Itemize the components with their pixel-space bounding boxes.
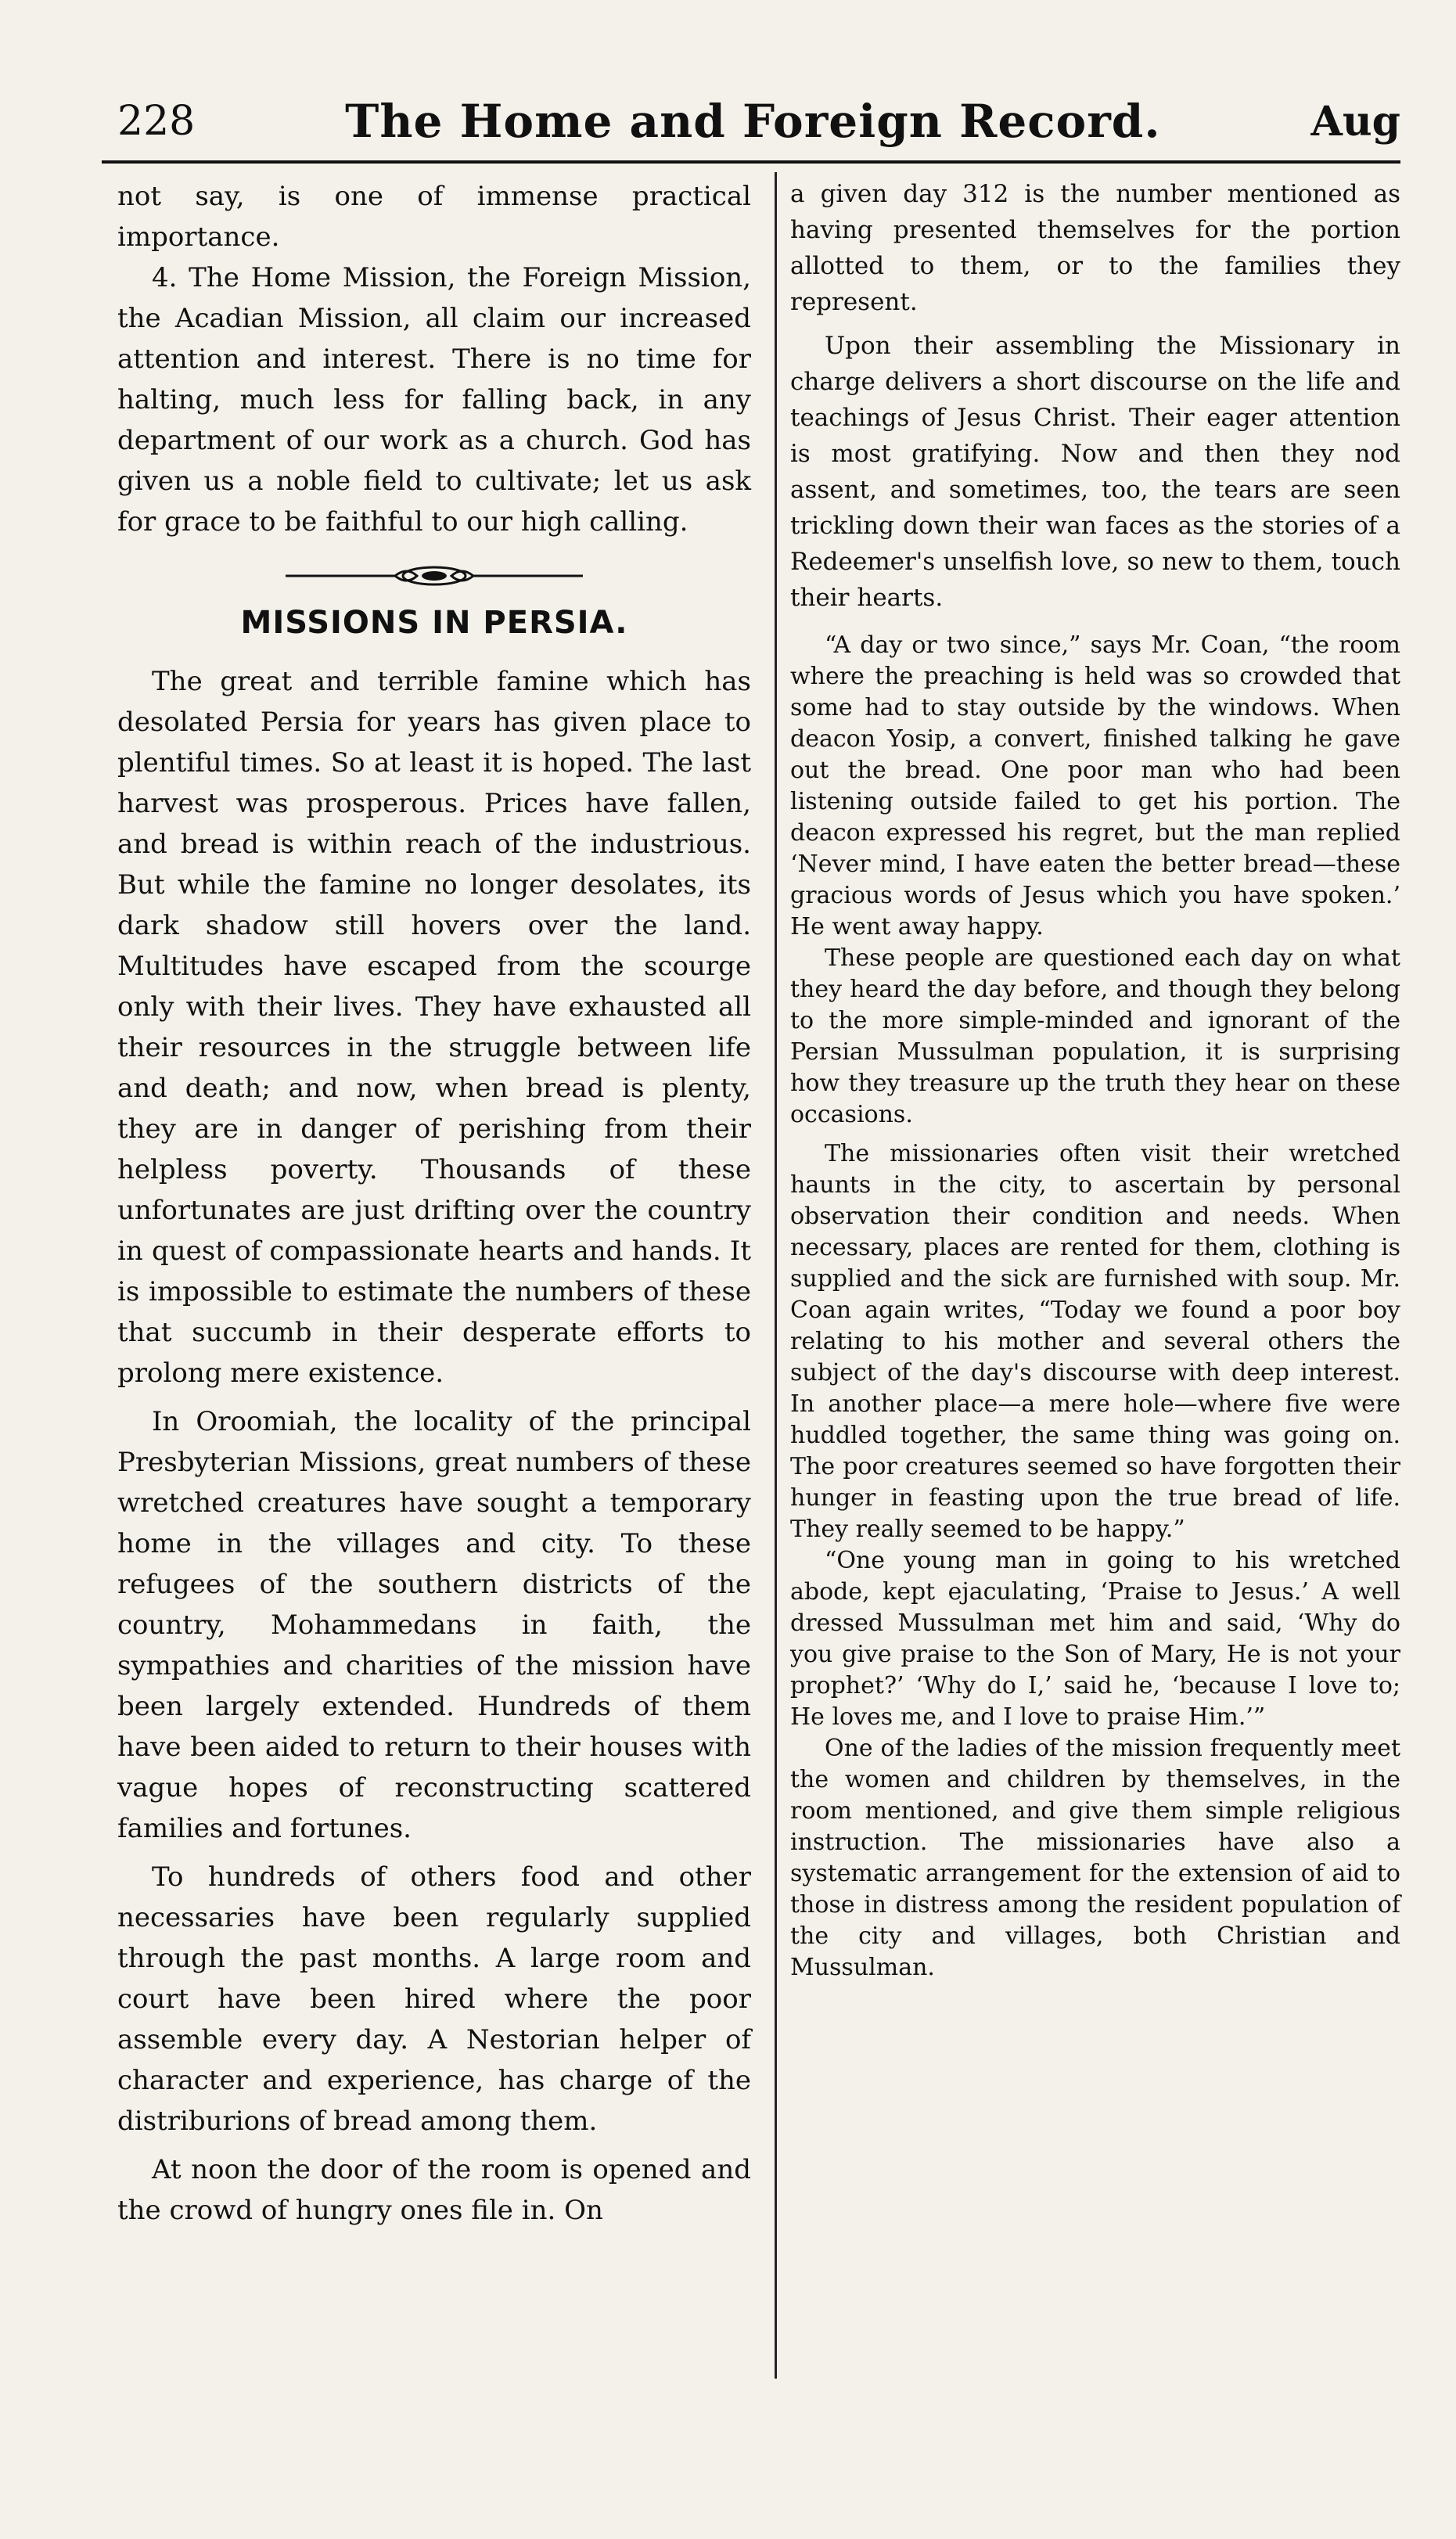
running-header [117, 86, 1400, 156]
page-number: 228 [117, 98, 196, 145]
left-paragraph-4: In Oroomiah, the locality of the principal Presbyterian Missions, great numbers of these wretched creatures have sought a temporary home in the villages and city. To these refugees of the southern districts of the country, Mohammedans in faith, the sympathies and charities of the mission have been largely extended. Hundreds of them have been aided to return to their houses with vague hopes of reconstructing scattered families and fortunes. [117, 1406, 751, 1844]
left-paragraph-6: At noon the door of the room is opened and the crowd of hungry ones file in. On [117, 2154, 751, 2226]
section-title: MISSIONS IN PERSIA. [240, 605, 628, 641]
left-paragraph-2: 4. The Home Mission, the Foreign Mission, the Acadian Mission, all claim our increased attention and interest. There is no time for halting, much less for falling back, in any department of our work as a church. God has given us a noble field to cultivate; let us ask for grace to be faithful to our high calling. [117, 262, 751, 538]
left-paragraph-5: To hundreds of others food and other necessaries have been regularly supplied through the past months. A large room and court have been hired where the poor assemble every day. A Nestorian helper of character and experience, has charge of the distriburions of bread among them. [117, 1861, 751, 2137]
ornament-divider [117, 564, 751, 588]
right-paragraph-5: The missionaries often visit their wretched haunts in the city, to ascertain by personal observation their condition and needs. When necessary, places are rented for them, clothing is supplied and the sick are furnished with soup. Mr. Coan again writes, “Today we found a poor boy relating to his mother and several others the subject of the day's discourse with deep interest. In another place—a mere hole—where five were huddled together, the same thing was going on. The poor creatures seemed so have forgotten their hunger in feasting upon the true bread of life. They really seemed to be happy.” [790, 1140, 1400, 1543]
right-paragraph-7: One of the ladies of the mission frequently meet the women and children by themselves, in the room mentioned, and give them simple religious instruction. The missionaries have also a systematic arrangement for the extension of aid to those in distress among the resident population of the city and villages, both Christian and Mussulman. [790, 1735, 1400, 1981]
right-paragraph-2: Upon their assembling the Missionary in charge delivers a short discourse on the life and teachings of Jesus Christ. Their eager attention is most gratifying. Now and then they nod assent, and sometimes, too, the tears are seen trickling down their wan faces as the stories of a Redeemer's unselfish love, so new to them, touch their hearts. [790, 332, 1400, 612]
journal-title: The Home and Foreign Record. [345, 95, 1161, 148]
right-column [790, 176, 1400, 1983]
left-paragraph-1: not say, is one of immense practical importance. [117, 181, 751, 253]
header-month: Aug [1310, 97, 1400, 146]
header-rule [102, 160, 1400, 164]
ornament-flourish-icon [278, 564, 591, 588]
right-paragraph-3: “A day or two since,” says Mr. Coan, “the room where the preaching is held was so crowded that some had to stay outside by the windows. When deacon Yosip, a convert, finished talking he gave out the bread. One poor man who had been listening outside failed to get his portion. The deacon expressed his regret, but the man replied ‘Never mind, I have eaten the better bread—these gracious words of Jesus which you have spoken.’ He went away happy. [790, 631, 1400, 940]
right-paragraph-6: “One young man in going to his wretched abode, kept ejaculating, ‘Praise to Jesus.’ A well dressed Mussulman met him and said, ‘Why do you give praise to the Son of Mary, He is not your prophet?’ ‘Why do I,’ said he, ‘because I love to; He loves me, and I love to praise Him.’” [790, 1547, 1400, 1731]
left-column [117, 176, 751, 2231]
column-divider [775, 172, 777, 2379]
left-paragraph-3: The great and terrible famine which has desolated Persia for years has given place to plentiful times. So at least it is hoped. The last harvest was prosperous. Prices have fallen, and bread is within reach of the industrious. But while the famine no longer desolates, its dark shadow still hovers over the land. Multitudes have escaped from the scourge only with their lives. They have exhausted all their resources in the struggle between life and death; and now, when bread is plenty, they are in danger of perishing from their helpless poverty. Thousands of these unfortunates are just drifting over the country in quest of compassionate hearts and hands. It is impossible to estimate the numbers of these that succumb in their desperate efforts to prolong mere existence. [117, 666, 751, 1389]
right-paragraph-4: These people are questioned each day on what they heard the day before, and though they belong to the more simple-minded and ignorant of the Persian Mussulman population, it is surprising how they treasure up the truth they hear on these occasions. [790, 944, 1400, 1128]
right-paragraph-1: a given day 312 is the number mentioned as having presented themselves for the portion allotted to them, or to the families they represent. [790, 180, 1400, 316]
